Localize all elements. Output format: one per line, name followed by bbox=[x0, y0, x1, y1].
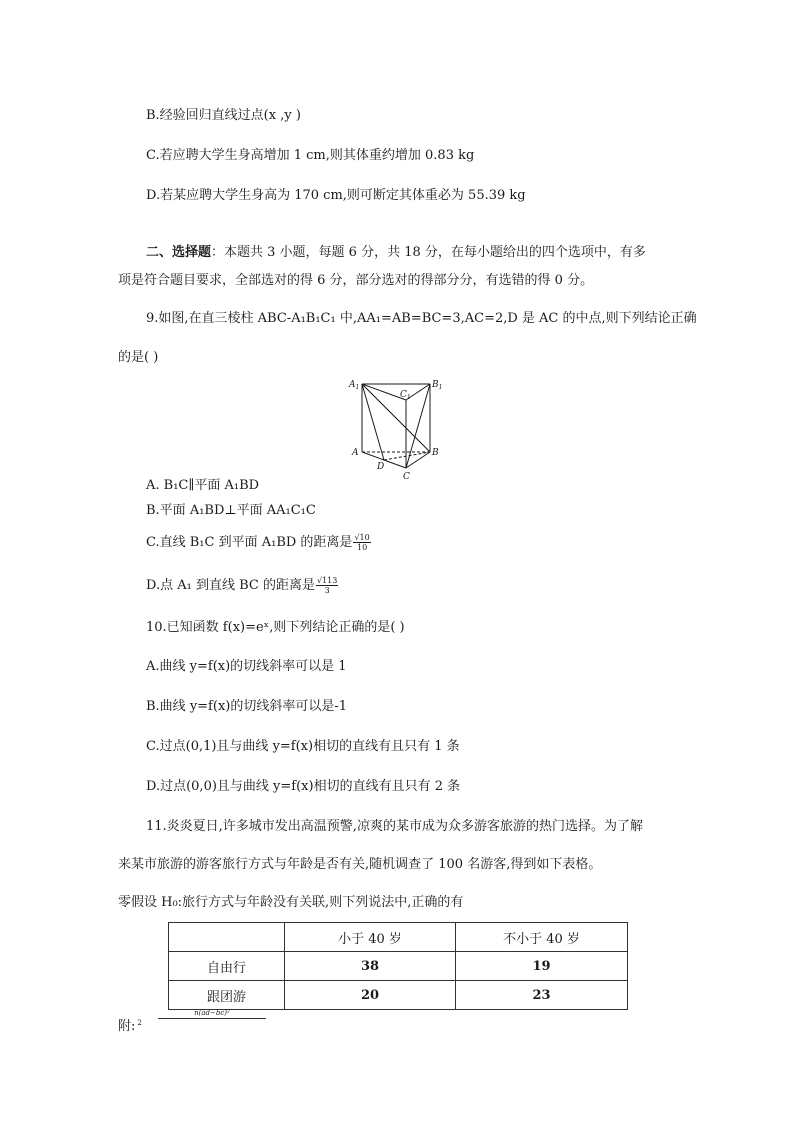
table-header-cell: 小于 40 岁 bbox=[285, 923, 456, 952]
appendix-formula: n(ad−bc)² bbox=[158, 1009, 266, 1019]
q9-option-c-den: 10 bbox=[356, 543, 368, 552]
option-c-prev: C.若应聘大学生身高增加 1 cm,则其体重约增加 0.83 kg bbox=[146, 148, 475, 163]
q10-option-b: B.曲线 y=f(x)的切线斜率可以是-1 bbox=[146, 699, 348, 714]
q9-option-c-num: √10 bbox=[354, 533, 370, 542]
q10-option-a: A.曲线 y=f(x)的切线斜率可以是 1 bbox=[146, 659, 347, 674]
label-d: D bbox=[377, 462, 385, 472]
q9-option-b: B.平面 A₁BD⊥平面 AA₁C₁C bbox=[146, 503, 316, 518]
option-b-prev: B.经验回归直线过点(x ,y ) bbox=[146, 108, 301, 123]
table-header-cell: 不小于 40 岁 bbox=[456, 923, 628, 952]
label-c1: $C_1$ bbox=[400, 390, 411, 401]
q9-option-c-text: C.直线 B₁C 到平面 A₁BD 的距离是 bbox=[146, 535, 353, 550]
label-c: C bbox=[403, 472, 410, 482]
table-cell: 38 bbox=[285, 952, 456, 981]
q11-line3: 零假设 H₀:旅行方式与年龄没有关联,则下列说法中,正确的有 bbox=[118, 895, 464, 910]
q9-stem-line1: 9.如图,在直三棱柱 ABC-A₁B₁C₁ 中,AA₁=AB=BC=3,AC=2,D 是 AC 的中点,则下列结论正确 bbox=[146, 311, 697, 326]
q9-option-c-fraction bbox=[353, 533, 370, 552]
table-cell: 跟团游 bbox=[169, 981, 285, 1010]
table-row bbox=[169, 952, 628, 981]
q9-option-d bbox=[146, 576, 338, 595]
q9-option-d-fraction bbox=[316, 576, 338, 595]
appendix-sup: 2 bbox=[137, 1018, 142, 1027]
q11-table bbox=[168, 922, 628, 1010]
table-cell: 自由行 bbox=[169, 952, 285, 981]
section-2-line1 bbox=[146, 245, 646, 261]
appendix bbox=[118, 1009, 230, 1034]
section-2-line2: 项是符合题目要求，全部选对的得 6 分，部分选对的得部分分，有选错的得 0 分。 bbox=[118, 273, 594, 288]
table-cell: 19 bbox=[456, 952, 628, 981]
label-a: A bbox=[352, 448, 359, 458]
prism-figure bbox=[346, 376, 450, 484]
q9-option-c bbox=[146, 533, 371, 552]
q10-option-d: D.过点(0,0)且与曲线 y=f(x)相切的直线有且只有 2 条 bbox=[146, 779, 461, 794]
q9-stem-line2: 的是( ) bbox=[118, 350, 159, 365]
label-b1: $B_1$ bbox=[432, 380, 443, 391]
q10-option-c: C.过点(0,1)且与曲线 y=f(x)相切的直线有且只有 1 条 bbox=[146, 739, 460, 754]
q9-option-d-den: 3 bbox=[324, 586, 330, 595]
label-a1: $A_1$ bbox=[349, 380, 360, 391]
table-cell: 20 bbox=[285, 981, 456, 1010]
q9-option-d-num: √113 bbox=[316, 576, 338, 585]
table-cell: 23 bbox=[456, 981, 628, 1010]
section-2-heading: 二、选择题 bbox=[146, 245, 212, 260]
option-d-prev: D.若某应聘大学生身高为 170 cm,则可断定其体重必为 55.39 kg bbox=[146, 188, 526, 203]
q9-option-a: A. B₁C∥平面 A₁BD bbox=[146, 478, 260, 493]
label-b: B bbox=[432, 448, 439, 458]
table-row bbox=[169, 981, 628, 1010]
q10-stem: 10.已知函数 f(x)=eˣ,则下列结论正确的是( ) bbox=[146, 620, 405, 635]
table-header-row bbox=[169, 923, 628, 952]
section-2-text-1: ：本题共 3 小题，每题 6 分，共 18 分，在每小题给出的四个选项中，有多 bbox=[211, 245, 646, 260]
q9-option-d-text: D.点 A₁ 到直线 BC 的距离是 bbox=[146, 578, 315, 593]
q11-line1: 11.炎炎夏日,许多城市发出高温预警,凉爽的某市成为众多游客旅游的热门选择。为了解 bbox=[146, 819, 643, 834]
appendix-label: 附: bbox=[118, 1019, 136, 1034]
q11-line2: 来某市旅游的游客旅行方式与年龄是否有关,随机调查了 100 名游客,得到如下表格。 bbox=[118, 857, 602, 872]
table-header-cell bbox=[169, 923, 285, 952]
